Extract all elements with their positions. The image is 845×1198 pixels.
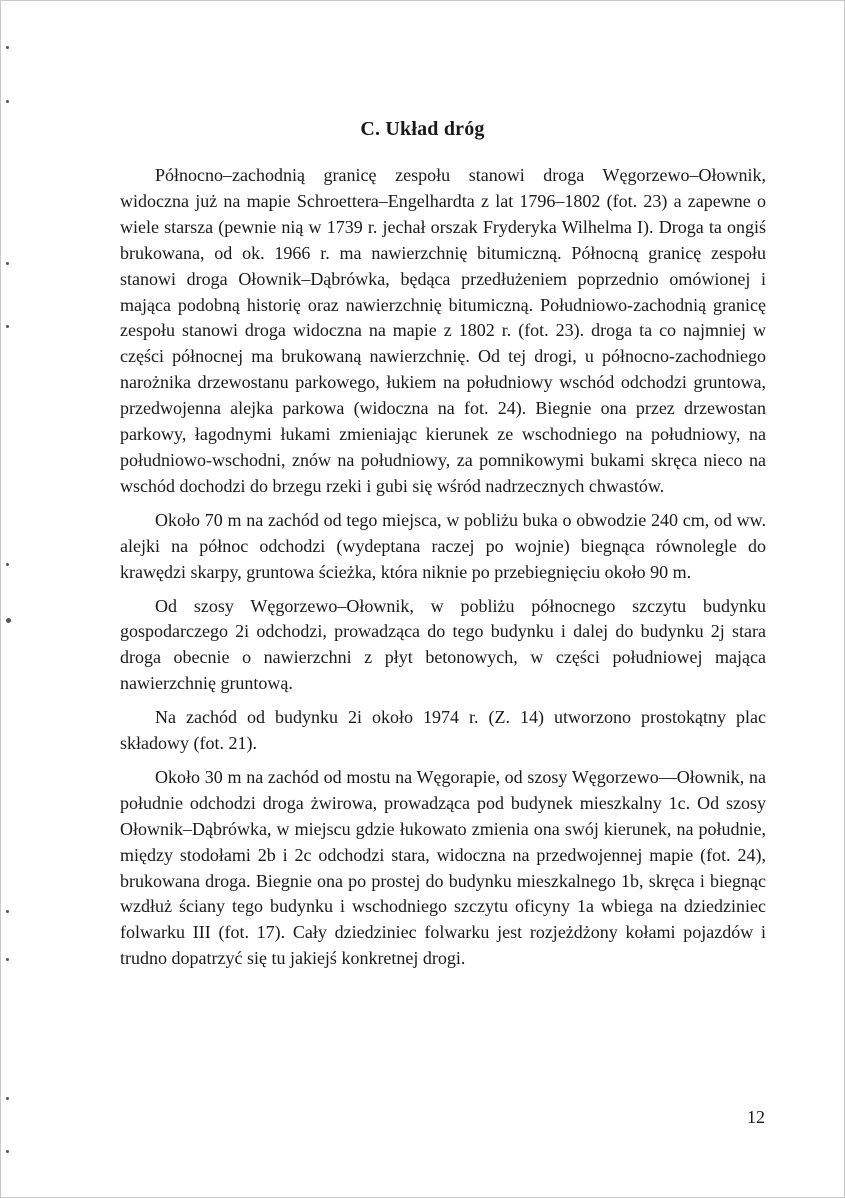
section-heading: C. Układ dróg (360, 118, 485, 140)
scan-speck (6, 1097, 9, 1100)
page-number: 12 (747, 1107, 765, 1127)
paragraph: Od szosy Węgorzewo–Ołownik, w pobliżu północnego szczytu budynku gospodarczego 2i odchodzi, prowadząca do tego budynku i dalej do budynku 2j stara droga obecnie o nawierzchni z płyt betonowych, w części południowej mająca nawierzchnię gruntową. (120, 595, 766, 694)
scan-speck (6, 262, 9, 265)
scan-speck (6, 958, 9, 961)
scan-speck (6, 563, 9, 566)
scan-speck (6, 325, 9, 328)
paragraph: Około 70 m na zachód od tego miejsca, w pobliżu buka o obwodzie 240 cm, od ww. alejki na północ odchodzi (wydeptana raczej po wojnie) biegnąca równolegle do krawędzi skarpy, gruntowa ścieżka, która niknie po przebiegnięciu około 90 m. (120, 509, 766, 582)
paragraph: Około 30 m na zachód od mostu na Węgorapie, od szosy Węgorzewo––Ołownik, na południe odchodzi droga żwirowa, prowadząca pod budynek mieszkalny 1c. Od szosy Ołownik–Dąbrówka, w miejscu gdzie łukowato zmienia ona swój kierunek, na południe, między stodołami 2b i 2c odchodzi stara, widoczna na przedwojennej mapie (fot. 24), brukowana droga. Biegnie ona po prostej do budynku mieszkalnego 1b, skręca i biegnąc wzdłuż ściany tego budynku i wschodniego szczytu oficyny 1a wbiega na dziedziniec folwarku III (fot. 17). Cały dziedziniec folwarku jest rozjeżdżony kołami pojazdów i trudno dopatrzyć się tu jakiejś konkretnej drogi. (120, 766, 766, 969)
scan-speck (6, 910, 9, 913)
scan-speck (6, 46, 9, 49)
scan-speck (6, 1150, 9, 1153)
scan-speck (6, 100, 9, 103)
scan-speck (6, 618, 11, 623)
paragraph: Północno–zachodnią granicę zespołu stanowi droga Węgorzewo–Ołownik, widoczna już na mapie Schroettera–Engelhardta z lat 1796–1802 (fot. 23) a zapewne o wiele starsza (pewnie nią w 1739 r. jechał orszak Fryderyka Wilhelma I). Droga ta ongiś brukowana, od ok. 1966 r. ma nawierzchnię bitumiczną. Północną granicę zespołu stanowi droga Ołownik–Dąbrówka, będąca przedłużeniem poprzednio omówionej i mająca podobną historię oraz nawierzchnię bitumiczną. Południowo-zachodnią granicę zespołu stanowi droga widoczna na mapie z 1802 r. (fot. 23). droga ta co najmniej w części północnej ma brukowaną nawierzchnię. Od tej drogi, u północno-zachodniego narożnika drzewostanu parkowego, łukiem na południowy wschód odchodzi gruntowa, przedwojenna alejka parkowa (widoczna na fot. 24). Biegnie ona przez drzewostan parkowy, łagodnymi łukami zmieniając kierunek ze wschodniego na południowy, na południowo-wschodni, znów na południowy, za pomnikowymi bukami skręca nieco na wschód dochodzi do brzegu rzeki i gubi się wśród nadrzecznych chwastów. (120, 165, 766, 496)
body-text (120, 163, 766, 980)
paragraph: Na zachód od budynku 2i około 1974 r. (Z. 14) utworzono prostokątny plac składowy (fot. 21). (120, 707, 766, 754)
